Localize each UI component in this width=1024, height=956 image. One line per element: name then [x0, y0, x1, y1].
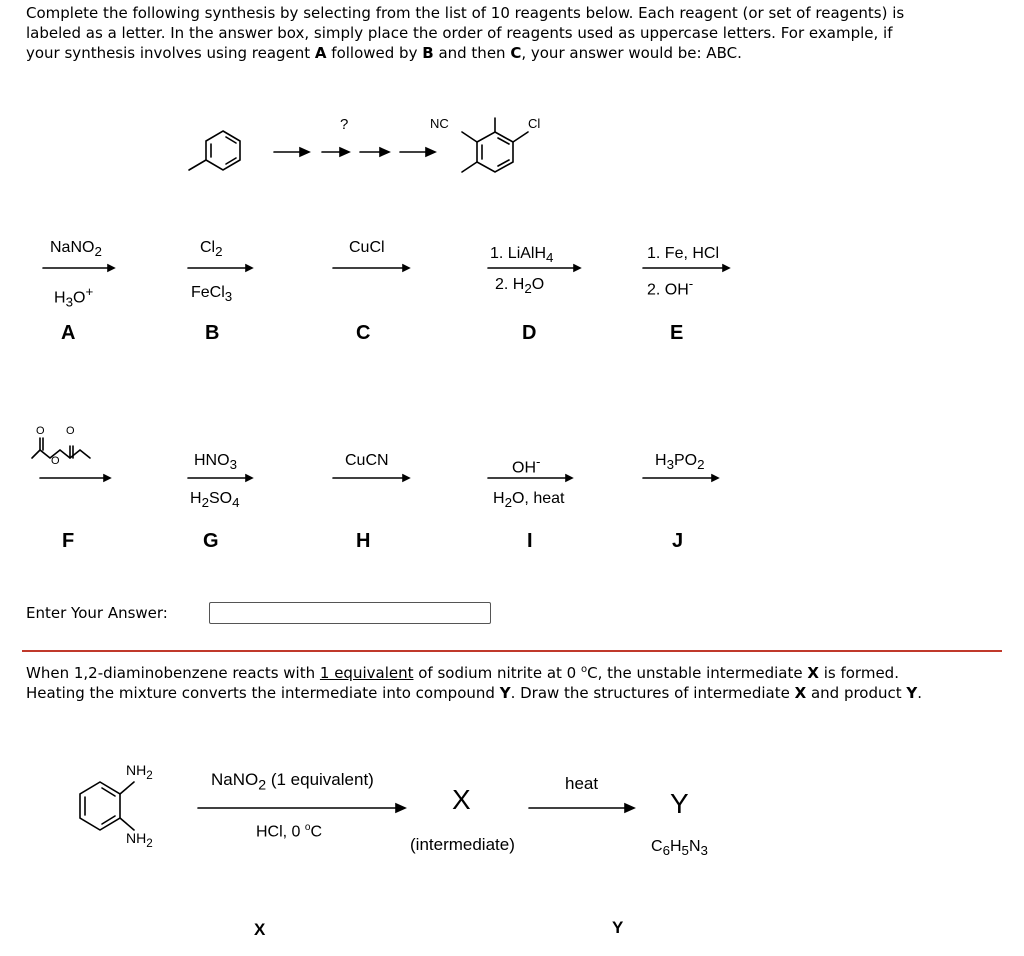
reagent-h-top: CuCN — [345, 452, 389, 469]
reagent-h-letter: H — [356, 530, 371, 552]
acid-condition-label: HCl, 0 $^o$C — [256, 822, 323, 841]
section-divider — [22, 650, 1002, 652]
anhydride-bridge-o: O — [51, 455, 60, 467]
reagent-d-bottom: 2. $H_2O$ — [495, 276, 545, 297]
multistep-arrow — [274, 148, 435, 156]
reagent-f-letter: F — [62, 530, 75, 552]
reagent-a-letter: A — [61, 322, 76, 344]
reagent-g-bottom: $H_2SO_4$ — [190, 490, 240, 511]
draw-area-x-label: X — [254, 920, 266, 939]
amine-top-label: $NH_2$ — [126, 762, 153, 782]
amine-bottom-label: $NH_2$ — [126, 830, 153, 850]
reagent-i-letter: I — [527, 530, 533, 552]
reagent-j-top: $H_3PO_2$ — [655, 452, 705, 473]
reagent-b-bottom: FeCl$_3$ — [191, 284, 233, 305]
reagent-j-letter: J — [672, 530, 684, 552]
reagent-i-bottom: $H_2O$, heat — [493, 490, 565, 511]
heat-label: heat — [565, 774, 599, 793]
answer-label: Enter Your Answer: — [26, 604, 168, 622]
reagent-c-top: CuCl — [349, 239, 385, 256]
reagent-d-letter: D — [522, 322, 537, 344]
question-2-line-1: When 1,2-diaminobenzene reacts with 1 equivalent of sodium nitrite at 0 $^o$C, the unstable intermediate X is formed. — [26, 664, 899, 682]
chloro-substituent-label: Cl — [528, 116, 541, 131]
reagent-a-bottom: $H_3O^+$ — [54, 284, 94, 310]
diaminobenzene-structure — [80, 782, 134, 830]
reagent-e-top: 1. Fe, HCl — [647, 245, 720, 262]
nitrite-reagent-label: NaNO$_2$ (1 equivalent) — [211, 770, 374, 794]
question-2-line-2: Heating the mixture converts the intermediate into compound Y. Draw the structures of intermediate X and product Y. — [26, 684, 923, 702]
reagent-g-top: $HNO_3$ — [194, 452, 237, 473]
nitrile-substituent-label: NC — [430, 116, 449, 131]
product-y-label: Y — [670, 788, 689, 819]
intermediate-caption: (intermediate) — [410, 835, 515, 854]
instructions-line-1: Complete the following synthesis by selecting from the list of 10 reagents below. Each reagent (or set of reagents) is — [26, 4, 905, 22]
answer-input[interactable] — [209, 602, 491, 624]
reagent-b-top: $Cl_2$ — [200, 239, 223, 260]
instructions-line-3: your synthesis involves using reagent A followed by B and then C, your answer would be: ABC. — [26, 44, 742, 62]
draw-area-y-label: Y — [612, 918, 624, 937]
reagent-g-letter: G — [203, 530, 219, 552]
instructions-line-2: labeled as a letter. In the answer box, simply place the order of reagents used as uppercase letters. For example, if — [26, 24, 893, 42]
product-structure — [462, 118, 528, 172]
reagent-c-letter: C — [356, 322, 371, 344]
question-2-text — [26, 660, 1016, 703]
reagent-e-letter: E — [670, 322, 684, 344]
product-formula: $C_6H_5N_3$ — [651, 838, 708, 859]
anhydride-carbonyl-o-1: O — [36, 425, 45, 437]
reagent-e-bottom: 2. OH- — [647, 276, 694, 299]
toluene-structure — [189, 131, 240, 170]
anhydride-carbonyl-o-2: O — [66, 425, 75, 437]
reagent-a-top: NaNO$_2$ — [50, 239, 102, 260]
acetic-anhydride-structure — [32, 438, 90, 458]
reagent-i-top: OH- — [512, 454, 541, 477]
reagent-b-letter: B — [205, 322, 220, 344]
reagent-d-top: 1. LiAlH$_4$ — [490, 245, 554, 266]
unknown-steps-label: ? — [340, 116, 349, 133]
intermediate-x-label: X — [452, 784, 471, 815]
